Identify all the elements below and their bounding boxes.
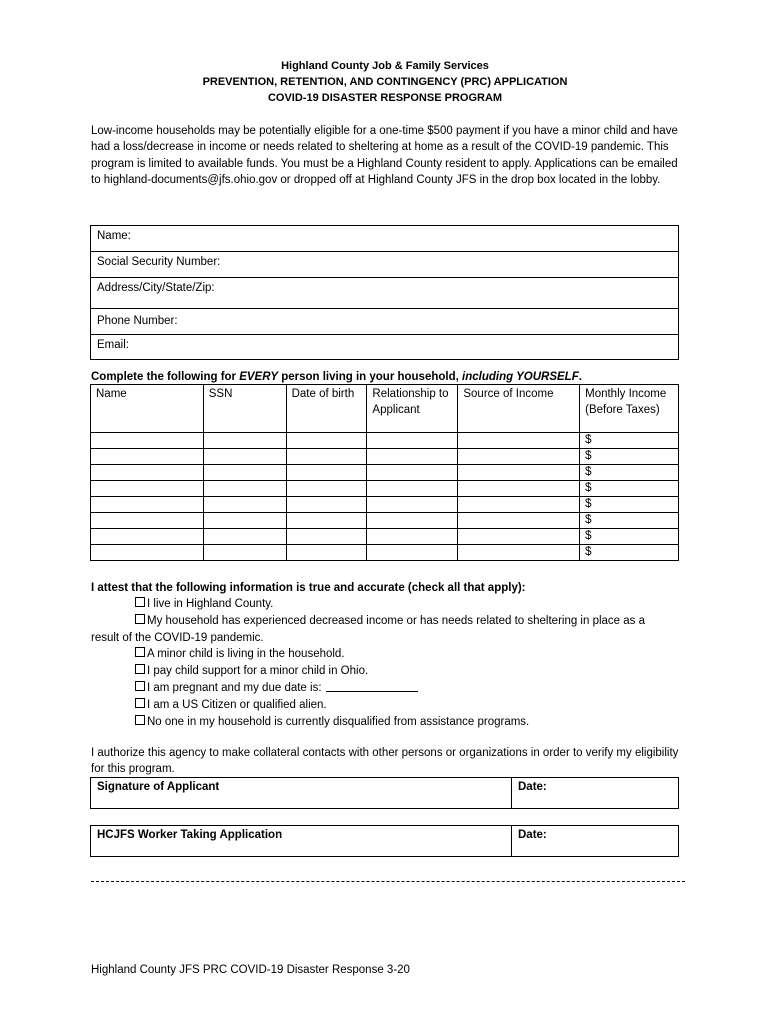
cut-line-divider [91,881,685,882]
name-field[interactable]: Name: [91,226,679,252]
intro-paragraph: Low-income households may be potentially eligible for a one-time $500 payment if you have a minor child and have had a loss/decrease in income or needs related to sheltering at home as a result of the COVID-19 pandemic. This program is limited to available funds. You must be a Highland County resident to apply. Applications can be emailed to highland-documents@jfs.ohio.gov or dropped off at Highland County JFS in the drop box located in the lobby. [91,125,678,186]
table-row [91,545,679,561]
table-row [91,497,679,513]
dollar-sign[interactable]: $ [580,513,679,529]
table-row [91,449,679,465]
col-dob: Date of birth [286,385,367,433]
worker-date-field[interactable]: Date: [512,826,679,857]
ssn-field[interactable]: Social Security Number: [91,252,679,278]
authorization-statement: I authorize this agency to make collateral contacts with other persons or organizations in order to verify my eligibility for this program. [91,747,679,775]
checkbox[interactable] [135,614,145,624]
dollar-sign[interactable]: $ [580,529,679,545]
checkbox[interactable] [135,715,145,725]
form-footer: Highland County JFS PRC COVID-19 Disaster Response 3-20 [91,964,410,976]
attest-item-resident: I live in Highland County. [91,596,681,613]
phone-field[interactable]: Phone Number: [91,309,679,335]
attest-item-child-support: I pay child support for a minor child in Ohio. [91,663,681,680]
email-field[interactable]: Email: [91,335,679,360]
worker-signature-table [90,825,679,857]
attestation-title: I attest that the following information is true and accurate (check all that apply): [91,582,526,594]
dollar-sign[interactable]: $ [580,433,679,449]
attest-item-income-loss-continued: result of the COVID-19 pandemic. [91,631,264,644]
table-row [91,481,679,497]
attest-item-pregnant: I am pregnant and my due date is: [91,680,681,697]
table-row [91,433,679,449]
checkbox[interactable] [135,597,145,607]
col-name: Name [91,385,204,433]
program-name: COVID-19 DISASTER RESPONSE PROGRAM [267,92,503,104]
dollar-sign[interactable]: $ [580,449,679,465]
dollar-sign[interactable]: $ [580,481,679,497]
checkbox[interactable] [135,681,145,691]
col-relationship: Relationship to Applicant [367,385,458,433]
worker-signature-field[interactable]: HCJFS Worker Taking Application [91,826,512,857]
checkbox[interactable] [135,698,145,708]
col-monthly-income: Monthly Income (Before Taxes) [580,385,679,433]
attest-item-income-loss: My household has experienced decreased income or has needs related to sheltering in place as a [91,613,681,630]
address-field[interactable]: Address/City/State/Zip: [91,278,679,309]
checkbox[interactable] [135,664,145,674]
applicant-info-table [90,225,679,360]
applicant-signature-field[interactable]: Signature of Applicant [91,778,512,809]
table-row [91,465,679,481]
applicant-date-field[interactable]: Date: [512,778,679,809]
form-title: PREVENTION, RETENTION, AND CONTINGENCY (PRC) APPLICATION [202,76,568,88]
dollar-sign[interactable]: $ [580,497,679,513]
form-header [0,58,770,106]
due-date-blank[interactable] [326,681,418,692]
household-heading: Complete the following for EVERY person living in your household, including YOURSELF. [91,371,582,383]
table-row [91,529,679,545]
col-ssn: SSN [203,385,286,433]
attestation-section [91,580,681,730]
applicant-signature-table [90,777,679,809]
attest-item-not-disqualified: No one in my household is currently disqualified from assistance programs. [91,714,681,731]
table-row [91,513,679,529]
dollar-sign[interactable]: $ [580,465,679,481]
attest-item-minor-child: A minor child is living in the household. [91,646,681,663]
agency-name: Highland County Job & Family Services [281,60,489,72]
household-table [90,384,679,561]
dollar-sign[interactable]: $ [580,545,679,561]
checkbox[interactable] [135,647,145,657]
col-source-of-income: Source of Income [458,385,580,433]
attest-item-citizen: I am a US Citizen or qualified alien. [91,697,681,714]
